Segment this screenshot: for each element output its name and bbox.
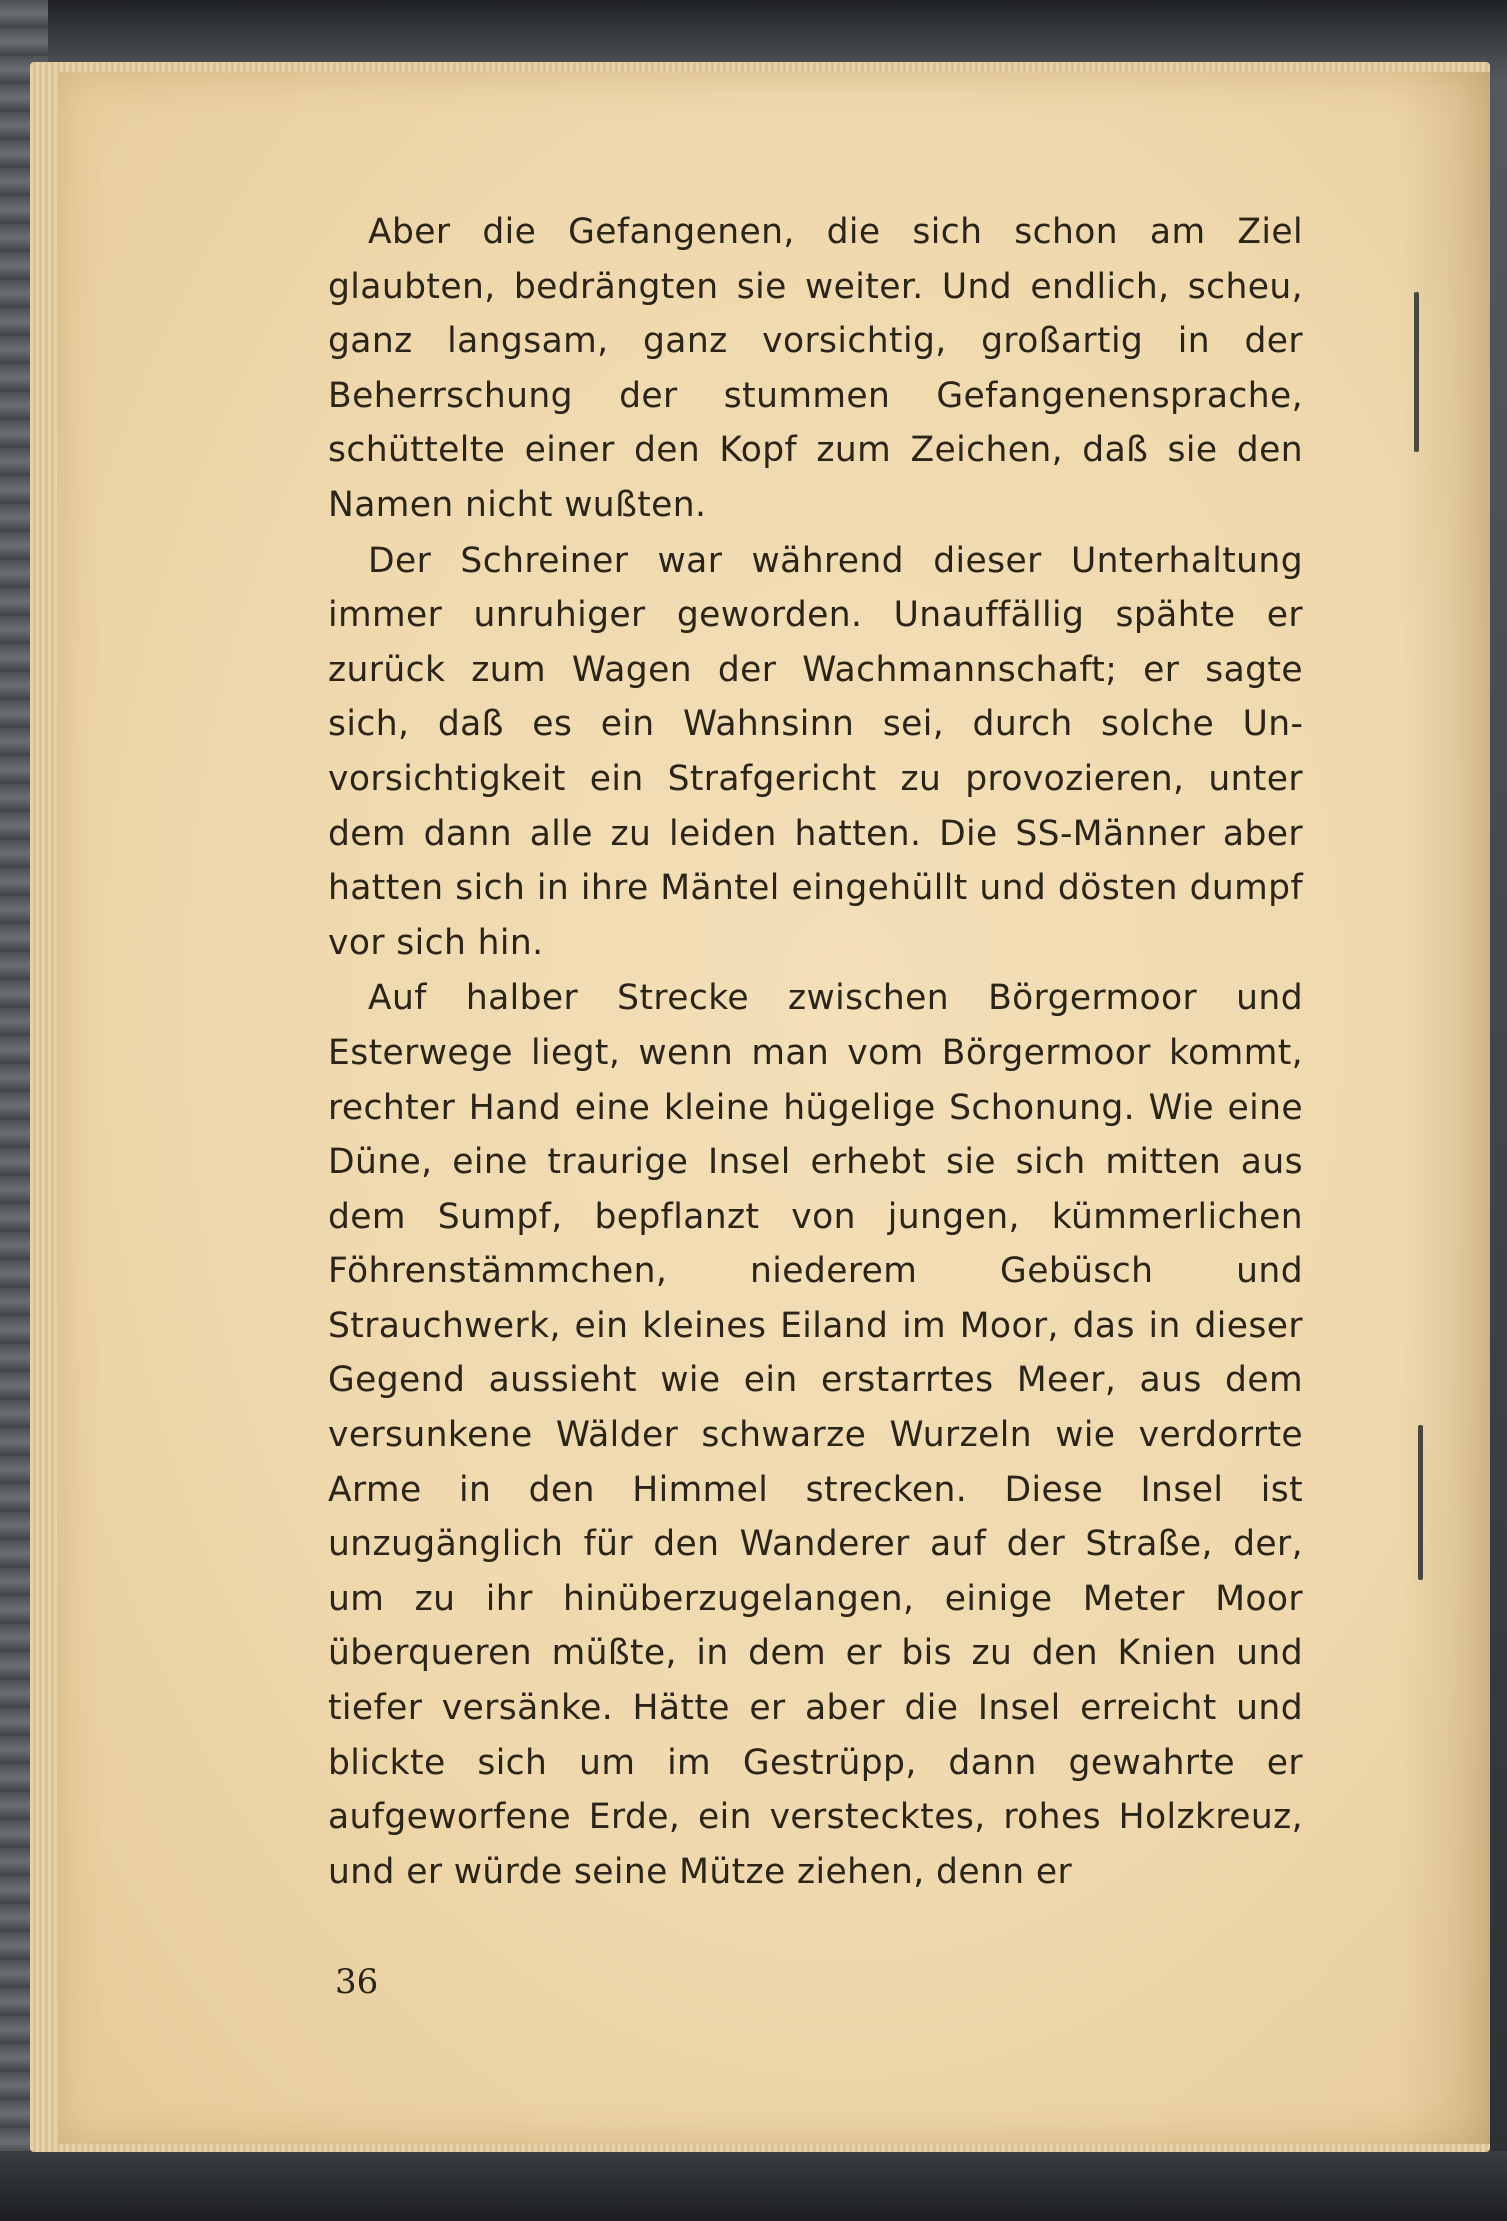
paragraph: Auf halber Strecke zwischen Börgermoor und Esterwege liegt, wenn man vom Börgermoor kommt, rechter Hand eine kleine hügelige Schonung. Wie eine Düne, eine traurige Insel erhebt sie sich mitten aus dem Sumpf, bepflanzt von jungen, kümmerlichen Föhrenstämmchen, niederem Gebüsch und Strauchwerk, ein kleines Eiland im Moor, das in dieser Gegend aussieht wie ein erstarrtes Meer, aus dem versunkene Wälder schwarze Wurzeln wie verdorrte Arme in den Himmel strecken. Diese Insel ist unzugänglich für den Wanderer auf der Straße, der, um zu ihr hinüberzugelangen, einige Meter Moor überqueren müßte, in dem er bis zu den Knien und tiefer versänke. Hätte er aber die Insel erreicht und blickte sich um im Gestrüpp, dann gewahrte er aufgeworfene Erde, ein verstecktes, rohes Holzkreuz, und er würde seine Mütze ziehen, denn er: [328, 978, 1303, 1892]
binding-thread: [1414, 292, 1419, 452]
paragraph: Aber die Gefangenen, die sich schon am Ziel glaubten, bedrängten sie weiter. Und endlich, scheu, ganz langsam, ganz vorsichtig, großartig in der Beherrschung der stummen Gefangenensprache, schüttelte einer den Kopf zum Zeichen, daß sie den Namen nicht wußten.: [328, 212, 1303, 525]
body-text: [328, 205, 1303, 1899]
page-number: 36: [335, 1962, 379, 2002]
book-cover-bottom: [0, 2151, 1507, 2221]
binding-thread: [1418, 1425, 1423, 1580]
paragraph: Der Schreiner war während dieser Unterhaltung immer unruhiger geworden. Unauffällig spähte er zurück zum Wagen der Wachmannschaft; er sagte sich, daß es ein Wahnsinn sei, durch solche Unvorsichtigkeit ein Strafgericht zu provozieren, unter dem dann alle zu leiden hatten. Die SS-Männer aber hatten sich in ihre Mäntel eingehüllt und dösten dumpf vor sich hin.: [328, 540, 1303, 963]
